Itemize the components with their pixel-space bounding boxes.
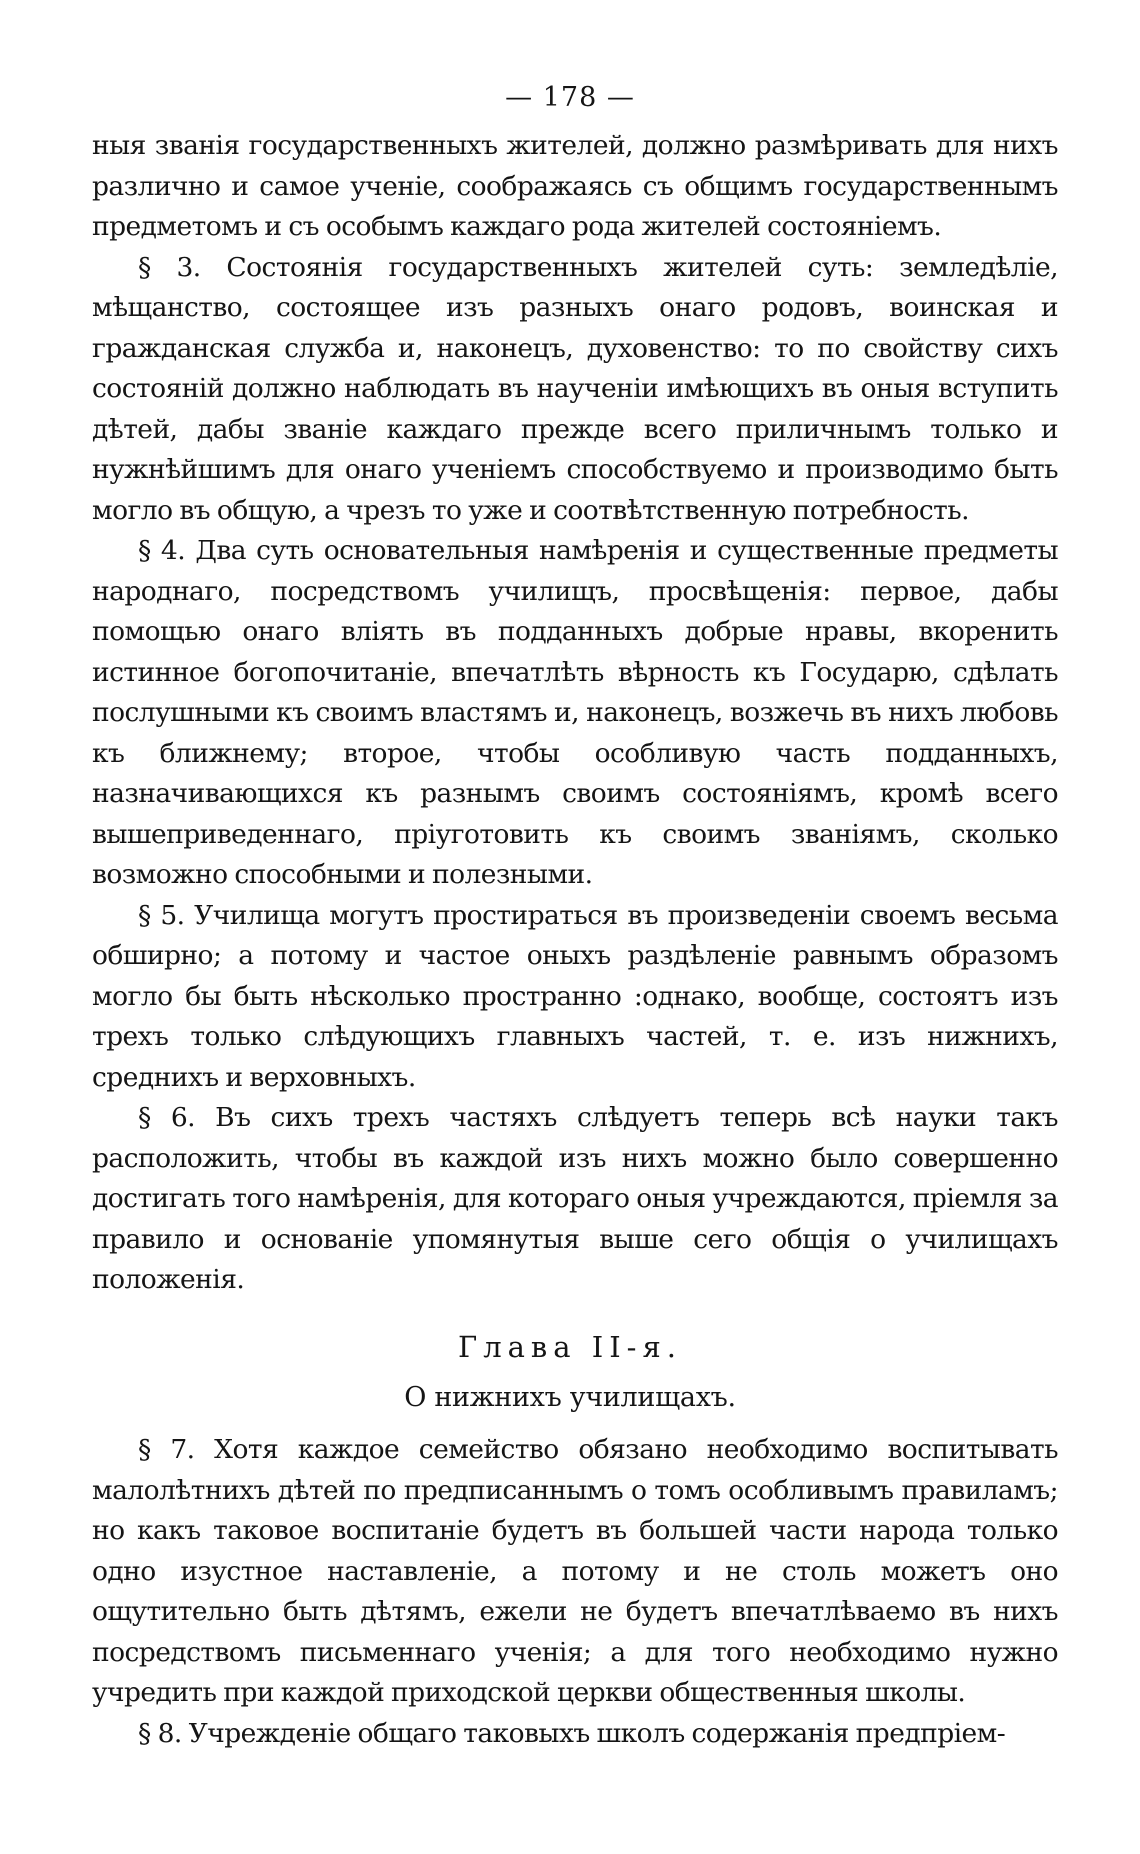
paragraph-section-7: § 7. Хотя каждое семейство обязано необходимо воспитывать малолѣтнихъ дѣтей по предписаннымъ о томъ особливымъ правиламъ; но какъ таковое воспитаніе будетъ въ большей части народа только одно изустное наставленіе, а потому и не столь можетъ оно ощутительно быть дѣтямъ, ежели не будетъ впечатлѣваемо въ нихъ посредствомъ письменнаго ученія; а для того необходимо нужно учредить при каждой приходской церкви общественныя школы.	[92, 1434, 1058, 1708]
chapter-subtitle: О нижнихъ училищахъ.	[404, 1382, 736, 1413]
paragraph-section-8: § 8. Учрежденіе общаго таковыхъ школъ содержанія предпріем-	[138, 1717, 1006, 1749]
body-text-top	[92, 126, 1058, 1301]
paragraph-section-3: § 3. Состоянія государственныхъ жителей суть: земледѣліе, мѣщанство, состоящее изъ разныхъ онаго родовъ, воинская и гражданская служба и, наконецъ, духовенство: то по свойству сихъ состояній должно наблюдать въ наученіи имѣющихъ въ оныя вступить дѣтей, дабы званіе каждаго прежде всего приличнымъ только и нужнѣйшимъ для онаго ученіемъ способствуемо и производимо быть могло въ общую, а чрезъ то уже и соотвѣтственную потребность.	[92, 251, 1058, 526]
chapter-title: Глава II-я.	[458, 1330, 682, 1364]
paragraph-section-4: § 4. Два суть основательныя намѣренія и существенные предметы народнаго, посредствомъ училищъ, просвѣщенія: первое, дабы помощью онаго вліять въ подданныхъ добрые нравы, вкоренить истинное богопочитаніе, впечатлѣть вѣрность къ Государю, сдѣлать послушными къ своимъ властямъ и, наконецъ, возжечь въ нихъ любовь къ ближнему; второе, чтобы особливую часть подданныхъ, назначивающихся къ разнымъ своимъ состояніямъ, кромѣ всего вышеприведеннаго, пріуготовить къ своимъ званіямъ, сколько возможно способными и полезными.	[92, 535, 1058, 890]
body-text-bottom	[92, 1430, 1058, 1754]
paragraph-section-6: § 6. Въ сихъ трехъ частяхъ слѣдуетъ теперь всѣ науки такъ расположить, чтобы въ каждой изъ нихъ можно было совершенно достигать того намѣренія, для котораго оныя учреждаются, пріемля за правило и основаніе упомянутыя выше сего общія о училищахъ положенія.	[92, 1102, 1058, 1295]
page-number: — 178 —	[505, 82, 635, 113]
paragraph-continued: ныя званія государственныхъ жителей, должно размѣривать для нихъ различно и самое ученіе, соображаясь съ общимъ государственнымъ предметомъ и съ особымъ каждаго рода жителей состояніемъ.	[92, 130, 1058, 242]
paragraph-section-5: § 5. Училища могутъ простираться въ произведеніи своемъ весьма обширно; а потому и частое оныхъ раздѣленіе равнымъ образомъ могло бы быть нѣсколько пространно :однако, вообще, состоятъ изъ трехъ только слѣдующихъ главныхъ частей, т. е. изъ нижнихъ, среднихъ и верховныхъ.	[92, 899, 1058, 1093]
